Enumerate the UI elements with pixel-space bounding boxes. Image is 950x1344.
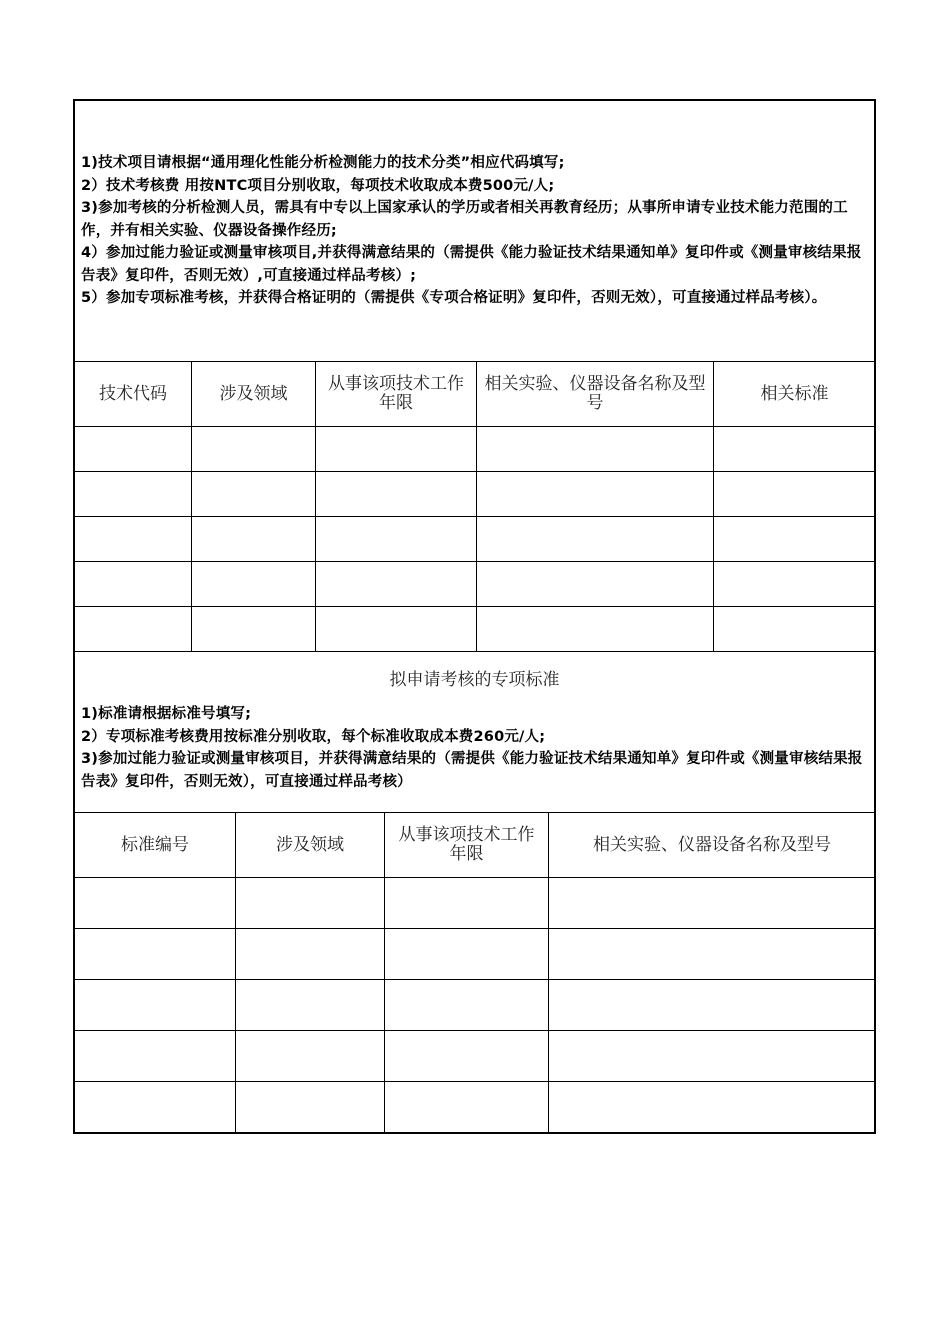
field-cell[interactable]	[192, 517, 316, 562]
work-years-cell[interactable]	[385, 878, 549, 929]
table-row	[75, 607, 876, 652]
equipment-cell[interactable]	[549, 1082, 876, 1133]
special-standards-table	[74, 812, 876, 1133]
note-item: 3)参加过能力验证或测量审核项目，并获得满意结果的（需提供《能力验证技术结果通知单》复印件或《测量审核结果报告表》复印件，否则无效），可直接通过样品考核）	[81, 751, 863, 790]
field-cell[interactable]	[192, 427, 316, 472]
header-work-years: 从事该项技术工作年限	[385, 813, 549, 878]
tech-code-cell[interactable]	[75, 607, 192, 652]
equipment-cell[interactable]	[549, 1031, 876, 1082]
header-equipment: 相关实验、仪器设备名称及型号	[549, 813, 876, 878]
field-cell[interactable]	[236, 1031, 385, 1082]
work-years-cell[interactable]	[316, 517, 477, 562]
note-item: 4）参加过能力验证或测量审核项目,并获得满意结果的（需提供《能力验证技术结果通知单》复印件或《测量审核结果报告表》复印件，否则无效）,可直接通过样品考核）;	[81, 245, 862, 284]
note-item: 1)技术项目请根据“通用理化性能分析检测能力的技术分类”相应代码填写;	[81, 155, 565, 171]
technical-item-notes	[81, 152, 871, 310]
standard-number-cell[interactable]	[75, 1082, 236, 1133]
table-row	[75, 427, 876, 472]
note-item: 2）专项标准考核费用按标准分别收取，每个标准收取成本费260元/人;	[81, 728, 546, 745]
header-equipment: 相关实验、仪器设备名称及型号	[477, 362, 714, 427]
equipment-cell[interactable]	[477, 427, 714, 472]
table-row	[75, 562, 876, 607]
standard-cell[interactable]	[714, 427, 876, 472]
equipment-cell[interactable]	[549, 980, 876, 1031]
work-years-cell[interactable]	[316, 427, 477, 472]
table-row	[75, 980, 876, 1031]
header-field: 涉及领域	[192, 362, 316, 427]
standard-cell[interactable]	[714, 472, 876, 517]
note-item: 1)标准请根据标准号填写;	[81, 706, 252, 722]
table-row	[75, 929, 876, 980]
standard-number-cell[interactable]	[75, 878, 236, 929]
technical-items-table	[74, 361, 876, 652]
header-standard: 相关标准	[714, 362, 876, 427]
equipment-cell[interactable]	[477, 517, 714, 562]
work-years-cell[interactable]	[385, 1031, 549, 1082]
table-row	[75, 1031, 876, 1082]
standard-number-cell[interactable]	[75, 929, 236, 980]
special-standard-title: 拟申请考核的专项标准	[389, 670, 560, 690]
table-row	[75, 1082, 876, 1133]
standard-number-cell[interactable]	[75, 980, 236, 1031]
standard-cell[interactable]	[714, 562, 876, 607]
table-header-row	[75, 362, 876, 427]
field-cell[interactable]	[192, 607, 316, 652]
equipment-cell[interactable]	[549, 929, 876, 980]
field-cell[interactable]	[236, 929, 385, 980]
header-standard-number: 标准编号	[75, 813, 236, 878]
work-years-cell[interactable]	[316, 562, 477, 607]
work-years-cell[interactable]	[385, 980, 549, 1031]
standard-number-cell[interactable]	[75, 1031, 236, 1082]
table-row	[75, 878, 876, 929]
tech-code-cell[interactable]	[75, 562, 192, 607]
equipment-cell[interactable]	[549, 878, 876, 929]
work-years-cell[interactable]	[385, 1082, 549, 1133]
field-cell[interactable]	[236, 878, 385, 929]
special-standard-notes	[81, 703, 871, 793]
tech-code-cell[interactable]	[75, 427, 192, 472]
standard-cell[interactable]	[714, 517, 876, 562]
field-cell[interactable]	[236, 1082, 385, 1133]
table-header-row	[75, 813, 876, 878]
standard-cell[interactable]	[714, 607, 876, 652]
equipment-cell[interactable]	[477, 562, 714, 607]
field-cell[interactable]	[236, 980, 385, 1031]
work-years-cell[interactable]	[385, 929, 549, 980]
header-tech-code: 技术代码	[75, 362, 192, 427]
table-row	[75, 517, 876, 562]
work-years-cell[interactable]	[316, 472, 477, 517]
header-field: 涉及领域	[236, 813, 385, 878]
header-work-years: 从事该项技术工作年限	[316, 362, 477, 427]
equipment-cell[interactable]	[477, 607, 714, 652]
note-item: 5）参加专项标准考核，并获得合格证明的（需提供《专项合格证明》复印件，否则无效），可直接通过样品考核）。	[81, 290, 827, 306]
work-years-cell[interactable]	[316, 607, 477, 652]
field-cell[interactable]	[192, 562, 316, 607]
equipment-cell[interactable]	[477, 472, 714, 517]
tech-code-cell[interactable]	[75, 517, 192, 562]
tech-code-cell[interactable]	[75, 472, 192, 517]
table-row	[75, 472, 876, 517]
field-cell[interactable]	[192, 472, 316, 517]
note-item: 2）技术考核费 用按NTC项目分别收取，每项技术收取成本费500元/人;	[81, 177, 555, 194]
note-item: 3)参加考核的分析检测人员，需具有中专以上国家承认的学历或者相关再教育经历；从事所申请专业技术能力范围的工作，并有相关实验、仪器设备操作经历;	[81, 200, 848, 239]
